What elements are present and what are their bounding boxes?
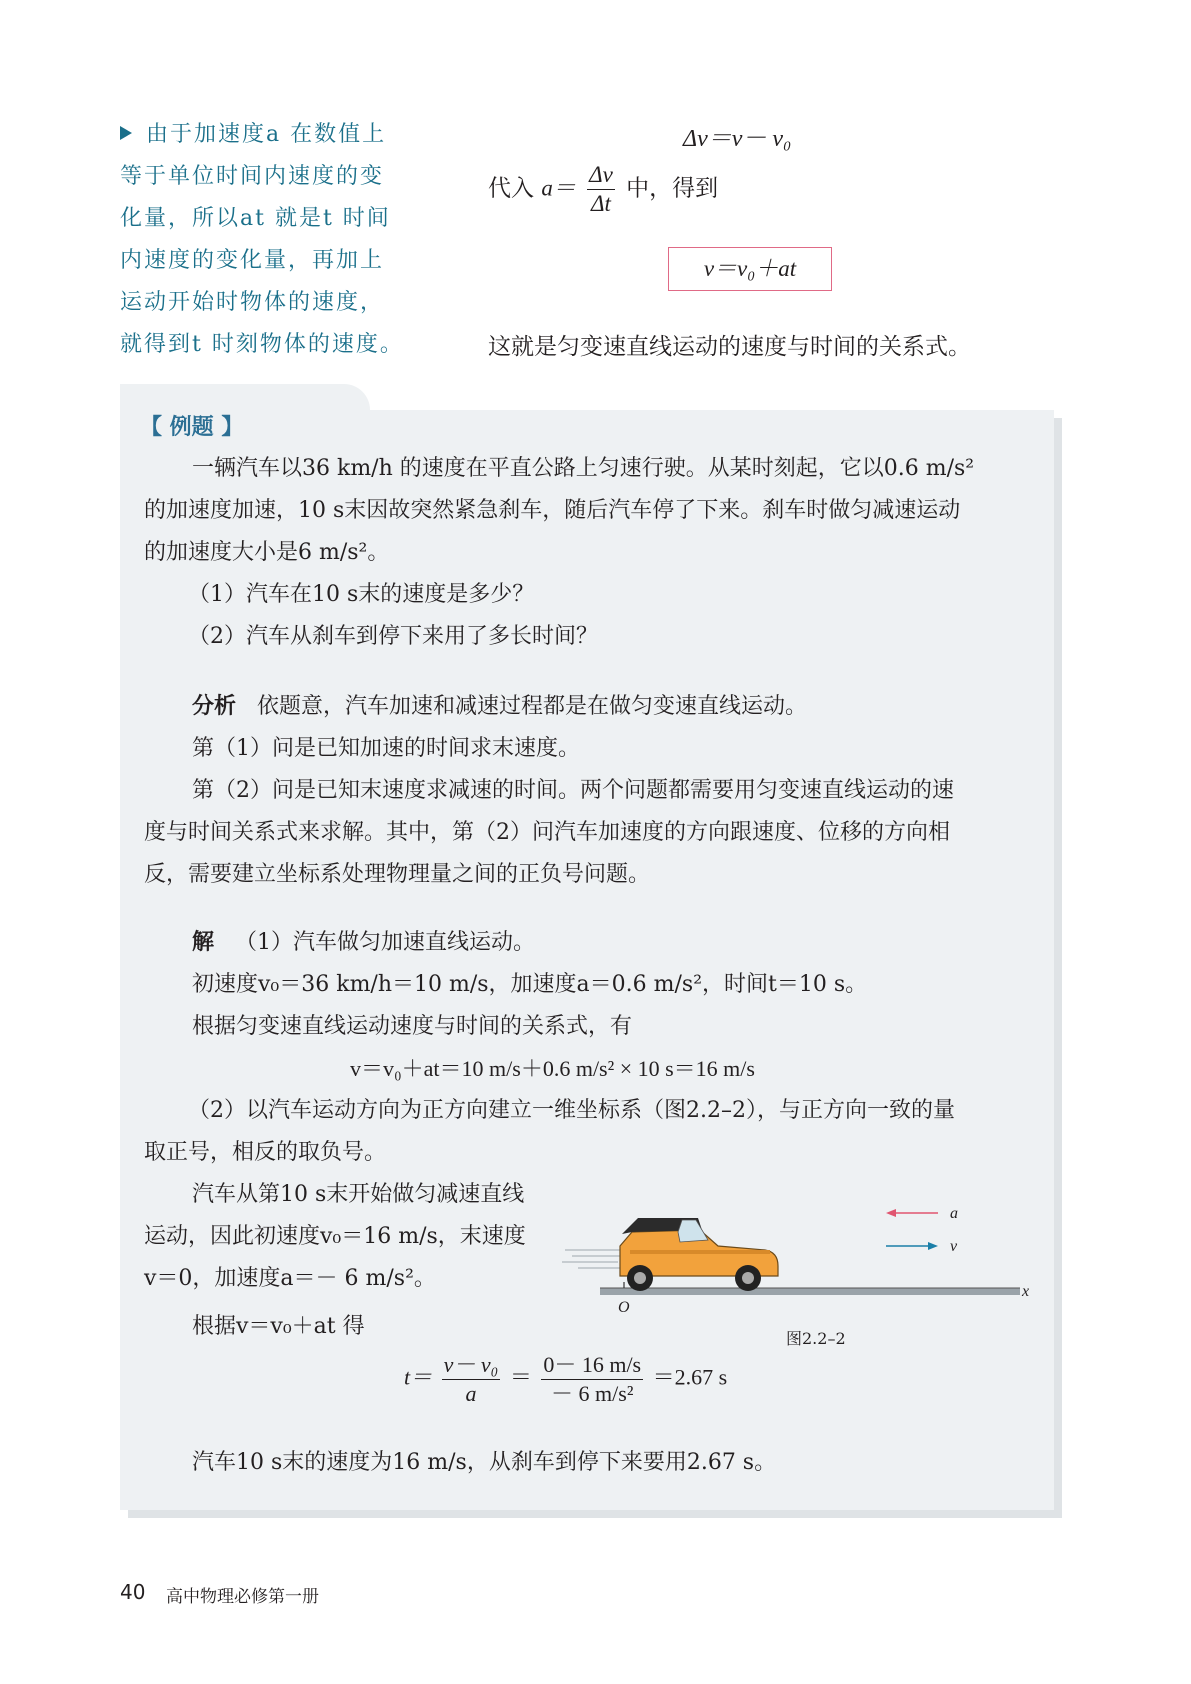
substitute-a: a＝ xyxy=(541,175,576,201)
figure-caption: 图2.2–2 xyxy=(786,1329,846,1348)
problem-line-3: 的加速度大小是6 m/s²。 xyxy=(144,540,390,565)
eq2-result: ＝2.67 s xyxy=(652,1364,728,1390)
figure-car-coordinate xyxy=(560,1190,1040,1320)
road-axis xyxy=(600,1288,1020,1295)
question-2: （2）汽车从刹车到停下来用了多长时间？ xyxy=(188,624,598,649)
margin-note-line-2: 等于单位时间内速度的变 xyxy=(120,164,385,189)
margin-note-line-5: 运动开始时物体的速度， xyxy=(120,290,385,315)
margin-note xyxy=(120,114,410,366)
label-origin: O xyxy=(618,1299,630,1316)
solution-line-3: 根据匀变速直线运动速度与时间的关系式，有 xyxy=(192,1014,633,1039)
conclusion: 汽车10 s末的速度为16 m/s，从刹车到停下来要用2.67 s。 xyxy=(192,1450,777,1475)
boxed-velocity-formula: v＝v₀＋at xyxy=(668,247,832,291)
velocity-arrowhead xyxy=(928,1242,938,1250)
example-label: 【 例题 】 xyxy=(140,415,244,440)
solution-equation-2 xyxy=(404,1352,727,1407)
eq2-fraction-2 xyxy=(541,1352,643,1407)
analysis-line-3: 第（2）问是已知末速度求减速的时间。两个问题都需要用匀变速直线运动的速 xyxy=(192,778,954,803)
page-number: 40 xyxy=(120,1580,146,1604)
solution-line-1: 解 （1）汽车做匀加速直线运动。 xyxy=(192,930,535,955)
panel-top-gap xyxy=(360,384,1070,410)
label-v: v xyxy=(950,1238,958,1255)
analysis-label: 分析 xyxy=(192,694,237,719)
solution-line-5: 取正号，相反的取负号。 xyxy=(144,1140,387,1165)
solution-line-2: 初速度v₀＝36 km/h＝10 m/s，加速度a＝0.6 m/s²，时间t＝10 s。 xyxy=(192,972,868,997)
eq2-fraction-1-num: v－ v₀ xyxy=(442,1352,501,1380)
eq2-fraction-1-den: a xyxy=(465,1381,477,1406)
problem-line-2: 的加速度加速，10 s末因故突然紧急刹车，随后汽车停了下来。刹车时做匀减速运动 xyxy=(144,498,961,523)
acceleration-fraction xyxy=(587,162,615,217)
solution-line-9: 根据v＝v₀＋at 得 xyxy=(192,1314,365,1339)
solution-line-8: v＝0，加速度a＝－ 6 m/s²。 xyxy=(144,1266,436,1291)
substitute-line xyxy=(488,162,718,217)
delta-v-formula: Δv＝v－ v₀ xyxy=(683,126,792,152)
solution-line-7: 运动，因此初速度v₀＝16 m/s，末速度 xyxy=(144,1224,526,1249)
acceleration-arrowhead xyxy=(886,1209,896,1217)
solution-line-4: （2）以汽车运动方向为正方向建立一维坐标系（图2.2–2），与正方向一致的量 xyxy=(188,1098,955,1123)
analysis-line-1: 分析 依题意，汽车加速和减速过程都是在做匀变速直线运动。 xyxy=(192,694,808,719)
solution-equation-1: v＝v₀＋at＝10 m/s＋0.6 m/s² × 10 s＝16 m/s xyxy=(350,1056,755,1081)
relation-statement: 这就是匀变速直线运动的速度与时间的关系式。 xyxy=(488,334,971,360)
eq2-fraction-1 xyxy=(442,1352,501,1407)
example-panel xyxy=(120,410,1054,1510)
margin-note-line-6: 就得到t 时刻物体的速度。 xyxy=(120,332,404,357)
analysis-line-2: 第（1）问是已知加速的时间求末速度。 xyxy=(192,736,580,761)
eq2-fraction-2-num: 0－ 16 m/s xyxy=(541,1352,643,1380)
speed-lines xyxy=(562,1250,620,1268)
triangle-bullet-icon xyxy=(120,126,132,140)
analysis-line-4: 度与时间关系式来求解。其中，第（2）问汽车加速度的方向跟速度、位移的方向相 xyxy=(144,820,950,845)
eq2-equals: ＝ xyxy=(509,1364,532,1390)
question-1: （1）汽车在10 s末的速度是多少？ xyxy=(188,582,535,607)
substitute-prefix: 代入 xyxy=(488,175,534,202)
fraction-denominator: Δt xyxy=(591,191,611,216)
solution-line-6: 汽车从第10 s末开始做匀减速直线 xyxy=(192,1182,525,1207)
label-a: a xyxy=(950,1205,958,1222)
margin-note-line-3: 化量，所以at 就是t 时间 xyxy=(120,206,391,231)
label-x: x xyxy=(1022,1283,1030,1300)
substitute-suffix: 中，得到 xyxy=(626,175,719,202)
solution-label: 解 xyxy=(192,930,215,955)
book-title: 高中物理必修第一册 xyxy=(166,1587,319,1607)
car-icon xyxy=(620,1218,778,1291)
fraction-numerator: Δv xyxy=(587,162,615,190)
eq2-t: t＝ xyxy=(404,1364,433,1390)
analysis-line-5: 反，需要建立坐标系处理物理量之间的正负号问题。 xyxy=(144,862,651,887)
eq2-fraction-2-den: － 6 m/s² xyxy=(551,1381,634,1406)
problem-line-1: 一辆汽车以36 km/h 的速度在平直公路上匀速行驶。从某时刻起，它以0.6 m/s² xyxy=(192,456,975,481)
margin-note-line-1: 由于加速度a 在数值上 xyxy=(120,114,410,156)
margin-note-line-4: 内速度的变化量，再加上 xyxy=(120,248,385,273)
